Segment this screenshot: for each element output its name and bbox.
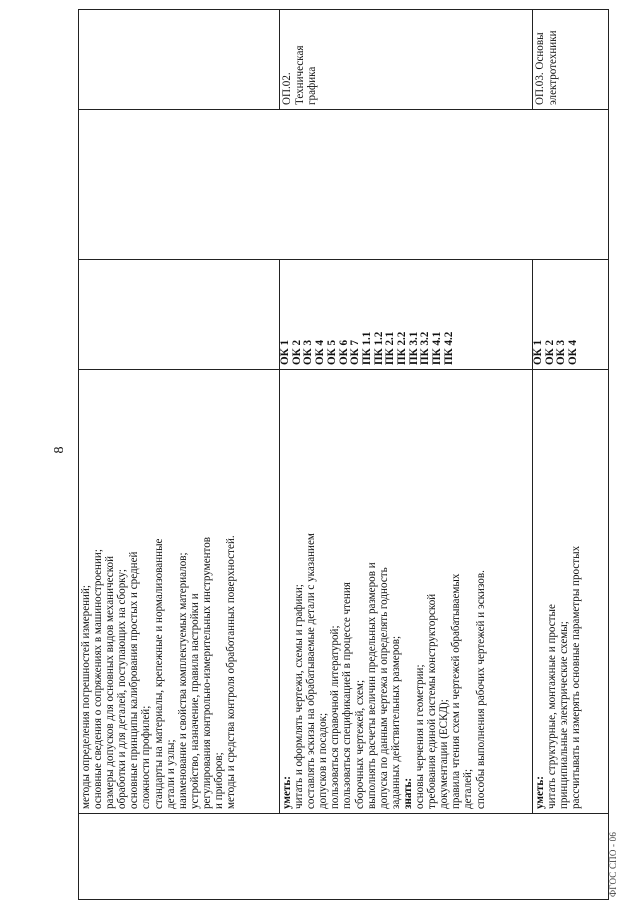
content-line: допуска по данным чертежа и определять годность: [377, 567, 390, 809]
competency-code: ПК 3.1: [407, 331, 420, 365]
content-line: принципиальные электрические схемы;: [558, 621, 571, 809]
table-column-empty-left: [79, 813, 609, 899]
competency-table: [78, 9, 609, 900]
content-line: допусков и посадок;: [317, 712, 330, 809]
row-1-hours: [79, 259, 280, 369]
content-line: правила чтения схем и чертежей обрабатываемых: [450, 573, 463, 809]
row-2-content: [280, 369, 533, 813]
section-heading: знать:: [401, 777, 414, 809]
competency-code: ОК 4: [314, 340, 327, 365]
competency-code: ОК 5: [325, 340, 338, 365]
row-1-content: [79, 369, 280, 813]
competency-code: ПК 4.1: [431, 331, 444, 365]
content-line: и приборов;: [213, 752, 226, 809]
content-line: читать структурные, монтажные и простые: [546, 604, 559, 809]
row-3-discipline: ОП.03. Основы электротехники: [533, 9, 609, 109]
row-1-discipline: [79, 9, 280, 109]
competency-code: ОК 1: [532, 340, 544, 365]
content-line: способы выполнения рабочих чертежей и эскизов.: [474, 570, 487, 809]
content-line: сложности профилей;: [140, 705, 153, 809]
competency-code: ПК 4.2: [442, 331, 455, 365]
content-line: требования единой системы конструкторской: [426, 593, 439, 809]
row-3-content: [533, 369, 609, 813]
competency-code: ОК 4: [567, 340, 580, 365]
content-line: наименование и свойства комплектуемых материалов;: [176, 552, 189, 809]
row-3-competency-codes: [533, 259, 609, 369]
content-line: основы черчения и геометрии;: [414, 664, 427, 809]
competency-code: ОК 2: [290, 340, 303, 365]
content-line: документации (ЕСКД);: [438, 699, 451, 809]
row-2-competency-codes: [280, 259, 533, 369]
content-line: пользоваться справочной литературой;: [329, 625, 342, 809]
content-line: заданных действительных размеров;: [389, 635, 402, 809]
competency-code: ОК 3: [302, 340, 315, 365]
content-line: стандарты на материалы, крепежные и нормализованные: [152, 538, 165, 809]
content-line: размеры допусков для основных видов механической: [104, 555, 117, 809]
competency-code: ПК 1.2: [372, 331, 385, 365]
content-line: рассчитывать и измерять основные параметры простых: [570, 545, 583, 809]
content-line: читать и оформлять чертежи, схемы и графики;: [293, 584, 306, 809]
content-line: устройство, назначение, правила настройки и: [188, 593, 201, 809]
content-line: обработки и для деталей, поступающих на сборку;: [116, 569, 129, 809]
competency-code: ПК 2.2: [396, 331, 409, 365]
content-line: сборочных чертежей, схем;: [353, 679, 366, 809]
content-line: детали и узлы;: [164, 739, 177, 809]
competency-code: ПК 2.1: [384, 331, 397, 365]
content-line: основные принципы калибрования простых и средней: [128, 551, 141, 809]
row-2-discipline: ОП.02. Техническая графика: [280, 9, 533, 109]
section-heading: уметь:: [534, 776, 546, 809]
content-line: пользоваться спецификацией в процессе чтения: [341, 582, 354, 809]
competency-code: ОК 2: [543, 340, 556, 365]
content-line: деталей;: [462, 768, 475, 809]
page-number: 8: [52, 446, 67, 454]
competency-code: ПК 1.1: [360, 331, 373, 365]
content-line: регулирования контрольно-измерительных инструментов: [200, 536, 213, 809]
competency-code: ОК 3: [555, 340, 568, 365]
content-line: выполнять расчеты величин предельных размеров и: [365, 562, 378, 809]
content-line: методы и средства контроля обработанных поверхностей.: [225, 535, 238, 809]
section-heading: уметь:: [281, 776, 293, 809]
content-line: методы определения погрешностей измерений;: [80, 584, 92, 809]
table-column-empty-hours: [79, 109, 609, 259]
competency-code: ОК 1: [279, 340, 291, 365]
competency-code: ПК 3.2: [419, 331, 432, 365]
content-line: составлять эскизы на обрабатываемые детали с указанием: [305, 533, 318, 809]
competency-code: ОК 6: [337, 340, 350, 365]
content-line: основные сведения о сопряжениях в машиностроении;: [92, 549, 105, 809]
competency-code: ОК 7: [349, 340, 362, 365]
footer-stamp: ФГОС СПО - 06: [608, 831, 618, 897]
